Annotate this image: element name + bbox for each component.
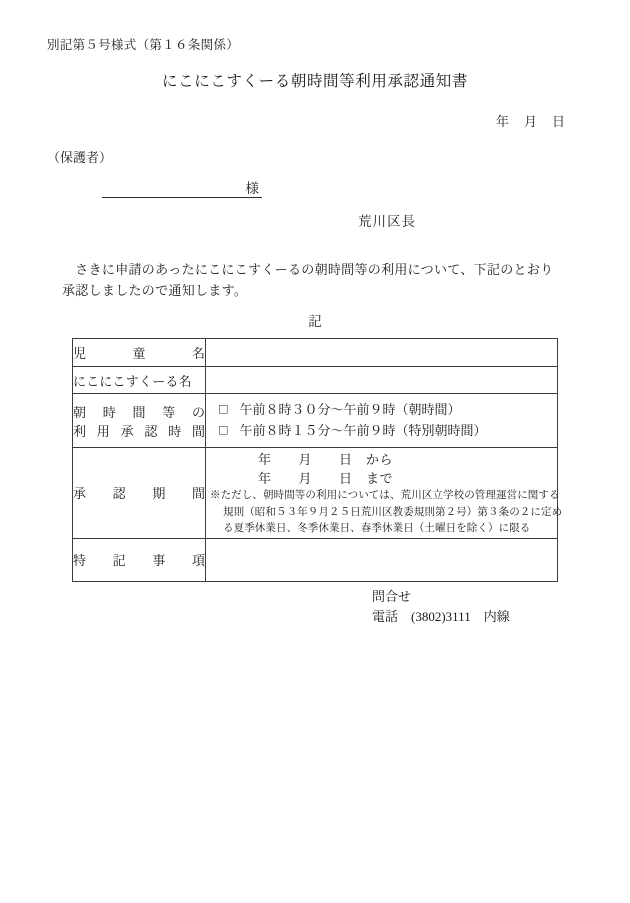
approval-table [72,338,563,582]
checkbox-icon[interactable]: □ [219,423,228,438]
time-option-special-morning-text: 午前８時１５分～午前９時（特別朝時間） [239,422,487,438]
approved-time-label-line: 利 用 承 認 時 間 [73,423,205,439]
school-name-value-cell [206,367,558,394]
inquiry-label: 問合せ [372,589,412,604]
table-row-approval-period [73,448,558,539]
table-row-child-name [73,339,558,367]
body-line: 承認しましたので通知します。 [62,283,248,298]
guardian-name-field[interactable] [102,177,262,198]
period-to-blank: 年 月 日 まで [258,471,394,486]
inquiry-footer [372,587,510,627]
period-note-line: 規則（昭和５３年９月２５日荒川区教委規則第２号）第３条の２に定め [223,506,563,518]
school-name-label-cell [73,367,206,394]
approved-time-value-cell [206,394,558,448]
time-option-morning [206,400,557,421]
record-marker: 記 [308,314,322,329]
period-from-blank: 年 月 日 から [258,452,394,467]
time-option-special-morning [206,421,557,442]
table-row-school-name [73,367,558,394]
special-notes-label: 特 記 事 項 [73,553,205,568]
child-name-label-cell [73,339,206,367]
form-number: 別記第５号様式（第１６条関係） [47,38,240,52]
period-note-line: る夏季休業日、冬季休業日、春季休業日（土曜日を除く）に限る [223,523,531,534]
school-name-label: にこにこすくーる名 [73,373,192,389]
special-notes-label-cell [73,538,206,581]
recipient-honorific: 様 [245,181,259,196]
checkbox-icon[interactable]: □ [219,402,228,417]
sender-title: 荒川区長 [358,214,416,229]
approved-time-label-line: 朝 時 間 等 の [73,404,205,420]
time-option-morning-text: 午前８時３０分～午前９時（朝時間） [239,401,461,417]
child-name-value-cell [206,339,558,367]
table-row-special-notes [73,538,558,581]
approval-period-label-cell [73,448,206,539]
body-paragraph [62,259,560,301]
approval-period-label: 承 認 期 間 [73,486,205,502]
approved-time-label-cell [73,394,206,448]
approval-period-value-cell [206,448,563,539]
period-note-line: ※ただし、朝時間等の利用については、荒川区立学校の管理運営に関する [210,490,560,501]
table-row-approved-time [73,394,558,448]
issue-date-blank: 年 月 日 [495,114,566,129]
body-line: さきに申請のあったにこにこすくーるの朝時間等の利用について、下記のとおり [62,262,554,277]
guardian-label: （保護者） [47,150,113,165]
inquiry-phone: 電話 (3802)3111 内線 [372,609,510,624]
child-name-label: 児 童 名 [73,346,205,361]
special-notes-value-cell [206,538,558,581]
page-title: にこにこすくーる朝時間等利用承認通知書 [162,73,468,90]
